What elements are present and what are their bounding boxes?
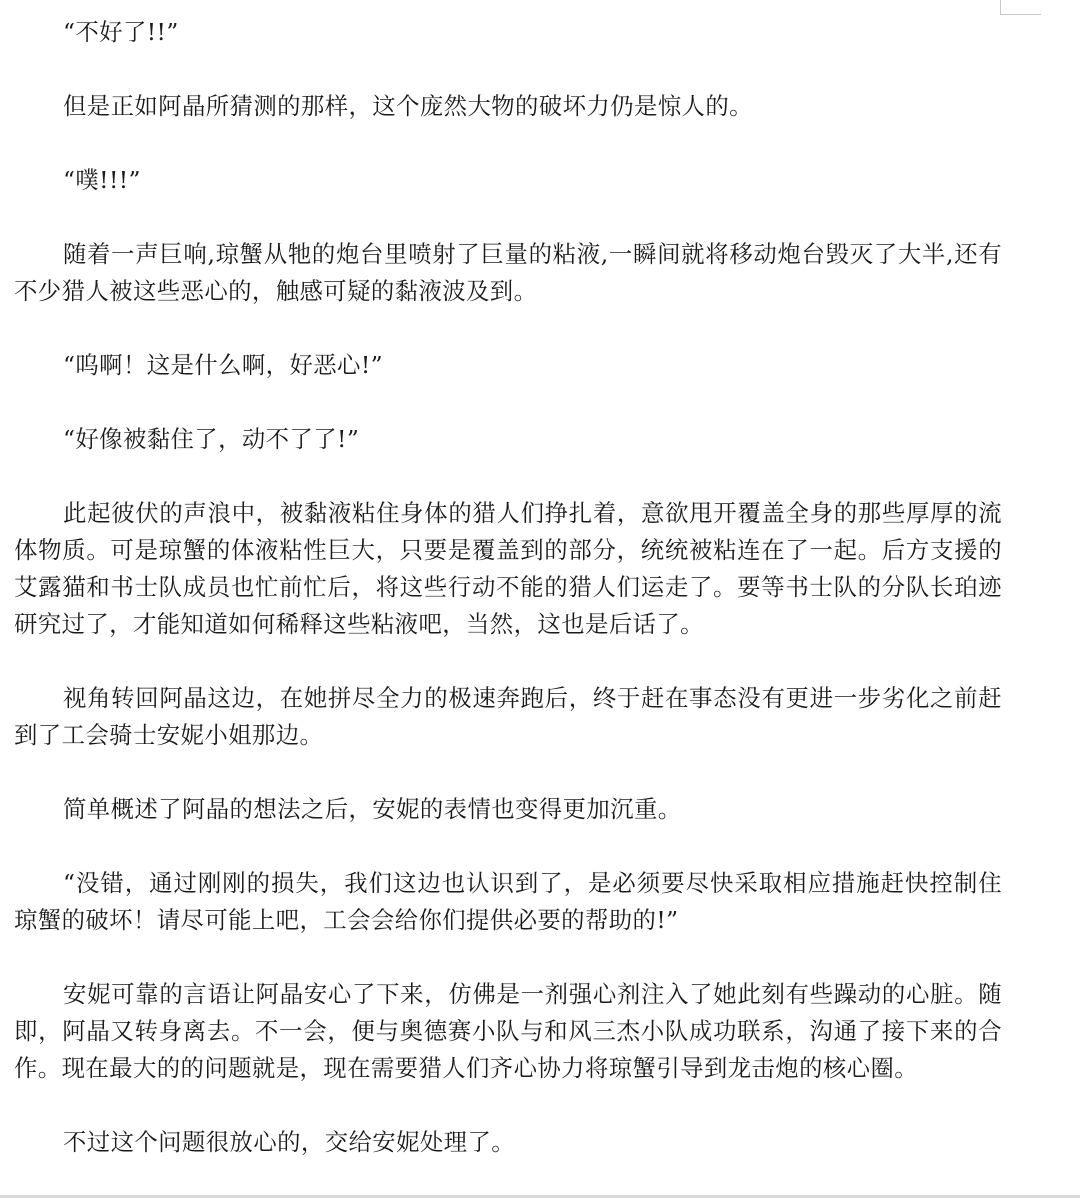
paragraph: 随着一声巨响,琼蟹从牠的炮台里喷射了巨量的粘液,一瞬间就将移动炮台毁灭了大半,还有不少猎人被这些恶心的，触感可疑的黏液波及到。 [14,240,1002,305]
paragraph: “好像被黏住了，动不了了!” [63,425,360,453]
paragraph: “噗!!!” [63,166,141,194]
paragraph: 但是正如阿晶所猜测的那样，这个庞然大物的破坏力仍是惊人的。 [63,92,753,120]
page-corner-marker [1000,0,1041,15]
paragraph: 视角转回阿晶这边，在她拼尽全力的极速奔跑后，终于赶在事态没有更进一步劣化之前赶到了工会骑士安妮小姐那边。 [14,684,1002,749]
paragraph: 简单概述了阿晶的想法之后，安妮的表情也变得更加沉重。 [63,795,682,823]
paragraph: “呜啊！这是什么啊，好恶心!” [63,351,384,379]
paragraph: 安妮可靠的言语让阿晶安心了下来，仿佛是一剂强心剂注入了她此刻有些躁动的心脏。随即，阿晶又转身离去。不一会，便与奥德赛小队与和风三杰小队成功联系，沟通了接下来的合作。现在最大的的问题就是，现在需要猎人们齐心协力将琼蟹引导到龙击炮的核心圈。 [14,980,1002,1082]
paragraph: “没错，通过刚刚的损失，我们这边也认识到了，是必须要尽快采取相应措施赶快控制住琼蟹的破坏！请尽可能上吧，工会会给你们提供必要的帮助的!” [14,869,1002,934]
document-body [14,14,1002,1161]
paragraph: 此起彼伏的声浪中，被黏液粘住身体的猎人们挣扎着，意欲甩开覆盖全身的那些厚厚的流体物质。可是琼蟹的体液粘性巨大，只要是覆盖到的部分，统统被粘连在了一起。后方支援的艾露猫和书士队成员也忙前忙后，将这些行动不能的猎人们运走了。要等书士队的分队长珀迹研究过了，才能知道如何稀释这些粘液吧，当然，这也是后话了。 [14,499,1002,638]
paragraph: “不好了!!” [63,18,179,46]
paragraph: 不过这个问题很放心的，交给安妮处理了。 [63,1128,516,1156]
